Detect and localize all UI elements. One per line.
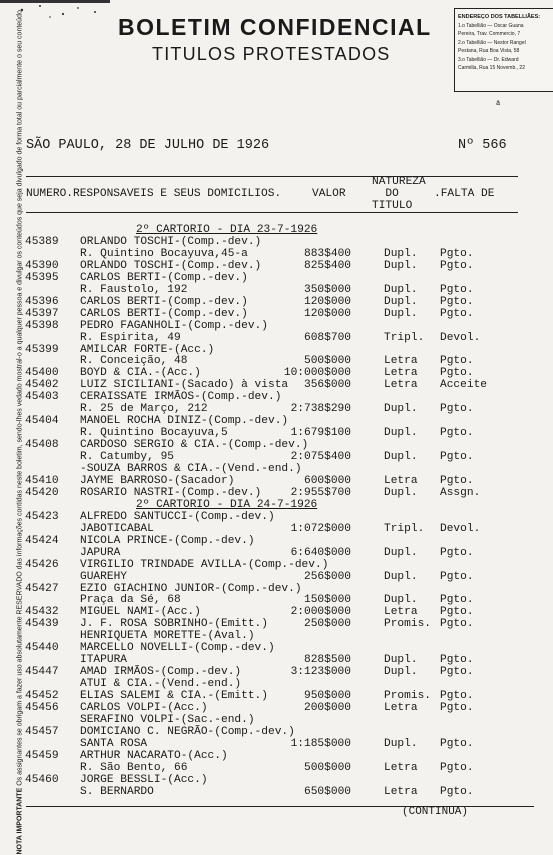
- table-row: [0, 774, 553, 786]
- table-row: [0, 344, 553, 356]
- debtor-name: R. Quintino Bocayuva,5: [80, 427, 228, 440]
- tabeliaes-heading: ENDEREÇO DOS TABELLIÃES:: [458, 14, 541, 20]
- protest-reason: Pgto.: [440, 618, 474, 631]
- debtor-name: GUAREHY: [80, 570, 127, 583]
- record-number: 45408: [25, 439, 59, 452]
- amount: 600$000: [304, 474, 351, 487]
- col-numero: NUMERO.RESPONSAVEIS E SEUS DOMICILIOS.: [26, 188, 282, 200]
- amount: 825$400: [304, 259, 351, 272]
- debtor-name: R. 25 de Março, 212: [80, 403, 208, 416]
- table-row: [0, 355, 553, 367]
- tabeliaes-line: Carmilla, Rua 15 Novemb., 22: [458, 65, 525, 71]
- amount: 608$700: [304, 331, 351, 344]
- debtor-name: EZIO GIACHINO JUNIOR-(Comp.-dev.): [80, 582, 302, 595]
- record-number: 45452: [25, 690, 59, 703]
- table-row: [0, 618, 553, 630]
- protest-reason: Pgto.: [440, 606, 474, 619]
- title-type: Dupl.: [384, 451, 418, 464]
- col-valor: VALOR: [312, 188, 346, 200]
- debtor-name: SERAFINO VOLPI-(Sac.-end.): [80, 713, 255, 726]
- side-note-bold: NOTA IMPORTANTE: [16, 787, 24, 855]
- debtor-name: LUIZ SICILIANI-(Sacado) à vista: [80, 379, 289, 392]
- amount: 828$500: [304, 654, 351, 667]
- table-row: [0, 583, 553, 595]
- protest-reason: Pgto.: [440, 295, 474, 308]
- debtor-name: Praça da Sé, 68: [80, 594, 181, 607]
- table-row: [0, 606, 553, 618]
- protest-reason: Pgto.: [440, 451, 474, 464]
- amount: 500$000: [304, 761, 351, 774]
- table-row: [0, 630, 553, 642]
- header-rule-top: [26, 176, 518, 177]
- table-row: [0, 332, 553, 344]
- record-number: 45420: [25, 486, 59, 499]
- record-number: 45395: [25, 271, 59, 284]
- protest-reason: Pgto.: [440, 283, 474, 296]
- protest-reason: Devol.: [440, 522, 481, 535]
- table-row: [0, 272, 553, 284]
- title-type: Dupl.: [384, 546, 418, 559]
- title-type: Dupl.: [384, 283, 418, 296]
- debtor-name: SANTA ROSA: [80, 737, 148, 750]
- record-number: 45389: [25, 235, 59, 248]
- protest-reason: Pgto.: [440, 259, 474, 272]
- table-row: [0, 296, 553, 308]
- amount: 2:955$700: [290, 486, 351, 499]
- record-number: 45447: [25, 666, 59, 679]
- tabeliaes-box: [454, 8, 553, 92]
- amount: 120$000: [304, 295, 351, 308]
- tabeliaes-line: Pestana, Rua Boa Vista, 58: [458, 48, 520, 54]
- table-row: [0, 236, 553, 248]
- table-row: [0, 714, 553, 726]
- amount: 650$000: [304, 785, 351, 798]
- debtor-name: R. Faustolo, 192: [80, 283, 188, 296]
- title-type: Dupl.: [384, 295, 418, 308]
- record-number: 45459: [25, 749, 59, 762]
- debtor-name: ORLANDO TOSCHI-(Comp.-dev.): [80, 235, 262, 248]
- protest-reason: Pgto.: [440, 247, 474, 260]
- table-row: [0, 654, 553, 666]
- col-natureza: NATUREZA DO TITULO: [372, 176, 426, 212]
- protest-reason: Pgto.: [440, 690, 474, 703]
- table-row: [0, 487, 553, 499]
- table-row: [0, 678, 553, 690]
- amount: 10:000$000: [283, 367, 351, 380]
- record-number: 45432: [25, 606, 59, 619]
- debtor-name: AMAD IRMÃOS-(Comp.-dev.): [80, 666, 242, 679]
- amount: 3:123$000: [290, 666, 351, 679]
- title-type: Letra: [384, 785, 418, 798]
- debtor-name: ATUI & CIA.-(Vend.-end.): [80, 678, 242, 691]
- table-row: [0, 642, 553, 654]
- debtor-name: ALFREDO SANTUCCI-(Comp.-dev.): [80, 510, 275, 523]
- debtor-name: PEDRO FAGANHOLI-(Comp.-dev.): [80, 319, 268, 332]
- protest-reason: Pgto.: [440, 570, 474, 583]
- issue-number: Nº 566: [458, 138, 507, 153]
- table-row: [0, 559, 553, 571]
- amount: 883$400: [304, 247, 351, 260]
- table-row: [0, 523, 553, 535]
- table-row: [0, 403, 553, 415]
- record-number: 45398: [25, 319, 59, 332]
- record-number: 45440: [25, 642, 59, 655]
- debtor-name: S. BERNARDO: [80, 785, 154, 798]
- record-number: 45400: [25, 367, 59, 380]
- amount: 120$000: [304, 307, 351, 320]
- debtor-name: R. Catumby, 95: [80, 451, 174, 464]
- protest-reason: Pgto.: [440, 355, 474, 368]
- section-title: 2º CARTORIO - DIA 24-7-1926: [136, 498, 318, 511]
- record-number: 45426: [25, 558, 59, 571]
- col-falta: .FALTA DE: [434, 188, 495, 200]
- title-type: Promis.: [384, 618, 431, 631]
- title-type: Dupl.: [384, 247, 418, 260]
- debtor-name: ARTHUR NACARATO-(Acc.): [80, 749, 228, 762]
- record-number: 45457: [25, 725, 59, 738]
- debtor-name: CARLOS VOLPI-(Acc.): [80, 702, 208, 714]
- debtor-name: DOMICIANO C. NEGRÃO-(Comp.-dev.): [80, 725, 295, 738]
- amount: 950$000: [304, 690, 351, 703]
- record-number: 45396: [25, 295, 59, 308]
- table-row: [0, 260, 553, 272]
- protest-reason: Pgto.: [440, 761, 474, 774]
- table-row: [0, 786, 553, 798]
- continued-label: (CONTINUA): [402, 806, 469, 818]
- table-row: [0, 379, 553, 391]
- table-row: [0, 284, 553, 296]
- place-date: SÃO PAULO, 28 DE JULHO DE 1926: [26, 138, 270, 153]
- debtor-name: R. Conceição, 48: [80, 355, 188, 368]
- tabeliaes-line: 1.o Tabellião — Oscar Guana: [458, 22, 524, 29]
- protest-reason: Pgto.: [440, 654, 474, 667]
- section-heading-row: [0, 499, 553, 511]
- title-type: Letra: [384, 367, 418, 380]
- table-row: [0, 738, 553, 750]
- record-number: 45399: [25, 343, 59, 356]
- tabeliaes-line: 3.o Tabellião — Dr. Edward: [458, 56, 519, 63]
- debtor-name: CARDOSO SERGIO & CIA.-(Comp.-dev.): [80, 439, 309, 452]
- title-type: Letra: [384, 606, 418, 619]
- amount: 256$000: [304, 570, 351, 583]
- table-row: [0, 391, 553, 403]
- record-number: 45439: [25, 618, 59, 631]
- title-type: Tripl.: [384, 331, 425, 344]
- amount: 2:000$000: [290, 606, 351, 619]
- amount: 6:640$000: [290, 546, 351, 559]
- amount: 500$000: [304, 355, 351, 368]
- title-type: Promis.: [384, 690, 431, 703]
- debtor-name: AMILCAR FORTE-(Acc.): [80, 343, 215, 356]
- title-type: Letra: [384, 355, 418, 368]
- debtor-name: CARLOS BERTI-(Comp.-dev.): [80, 295, 248, 308]
- title-type: Dupl.: [384, 666, 418, 679]
- masthead-title: BOLETIM CONFIDENCIAL: [118, 14, 432, 40]
- debtor-name: R. Quintino Bocayuva,45-a: [80, 247, 248, 260]
- amount: 356$000: [304, 379, 351, 392]
- table-row: [0, 511, 553, 523]
- debtor-name: CARLOS BERTI-(Comp.-dev.): [80, 271, 248, 284]
- title-type: Letra: [384, 702, 418, 714]
- table-row: [0, 248, 553, 260]
- debtor-name: CERAISSATE IRMÃOS-(Comp.-dev.): [80, 391, 282, 404]
- protest-reason: Pgto.: [440, 702, 474, 714]
- amount: 350$000: [304, 283, 351, 296]
- amount: 1:185$000: [290, 737, 351, 750]
- debtor-name: ORLANDO TOSCHI-(Comp.-dev.): [80, 259, 262, 272]
- debtor-name: JAYME BARROSO-(Sacador): [80, 474, 235, 487]
- debtor-name: VIRGILIO TRINDADE AVILLA-(Comp.-dev.): [80, 558, 329, 571]
- debtor-name: JAPURA: [80, 546, 121, 559]
- table-row: [0, 726, 553, 738]
- debtor-name: HENRIQUETA MORETTE-(Aval.): [80, 630, 255, 643]
- debtor-name: ROSARIO NASTRI-(Comp.-dev.): [80, 486, 262, 499]
- title-type: Dupl.: [384, 594, 418, 607]
- record-number: 45397: [25, 307, 59, 320]
- tabeliaes-line: 2.o Tabellião — Nestor Rangel: [458, 39, 526, 46]
- table-row: [0, 535, 553, 547]
- amount: 2:075$400: [290, 451, 351, 464]
- header-rule-bottom: [26, 212, 518, 213]
- table-row: [0, 320, 553, 332]
- debtor-name: -SOUZA BARROS & CIA.-(Vend.-end.): [80, 463, 302, 475]
- debtor-name: MANOEL ROCHA DINIZ-(Comp.-dev.): [80, 415, 289, 428]
- title-type: Dupl.: [384, 570, 418, 583]
- record-number: 45456: [25, 702, 59, 714]
- debtor-name: ELIAS SALEMI & CIA.-(Emitt.): [80, 690, 268, 703]
- table-row: [0, 666, 553, 678]
- table-row: [0, 547, 553, 559]
- protest-reason: Pgto.: [440, 403, 474, 416]
- record-number: 45427: [25, 582, 59, 595]
- protest-reason: Pgto.: [440, 307, 474, 320]
- table-row: [0, 750, 553, 762]
- tabeliaes-line: Pereira, Trav. Commercio, 7: [458, 31, 521, 37]
- record-number: 45402: [25, 379, 59, 392]
- protest-reason: Pgto.: [440, 594, 474, 607]
- title-type: Dupl.: [384, 737, 418, 750]
- debtor-name: CARLOS BERTI-(Comp.-dev.): [80, 307, 248, 320]
- record-number: 45424: [25, 534, 59, 547]
- masthead-subtitle: TITULOS PROTESTADOS: [152, 44, 391, 64]
- title-type: Tripl.: [384, 522, 425, 535]
- record-number: 45403: [25, 391, 59, 404]
- protest-reason: Pgto.: [440, 367, 474, 380]
- record-number: 45423: [25, 510, 59, 523]
- title-type: Letra: [384, 474, 418, 487]
- table-row: [0, 762, 553, 774]
- amount: 250$000: [304, 618, 351, 631]
- protest-reason: Assgn.: [440, 486, 481, 499]
- protest-reason: Devol.: [440, 331, 481, 344]
- section-heading-row: [0, 224, 553, 236]
- debtor-name: MIGUEL NAMI-(Acc.): [80, 606, 201, 619]
- side-note-text: Os assignantes se obrigam a fazer uso absolutamente RESERVADO das informações contidas neste boletim, sendo-lhes vedado mostral-o a qualquer pessoa e divulgar os conteúdos que seja divulgado de forma total ou parcialmente o seu conteúdo.: [16, 8, 24, 788]
- record-number: 45460: [25, 773, 59, 786]
- debtor-name: ITAPURA: [80, 654, 127, 667]
- table-row: [0, 439, 553, 451]
- protest-reason: Acceite: [440, 379, 487, 392]
- title-type: Dupl.: [384, 427, 418, 440]
- table-row: [0, 367, 553, 379]
- title-type: Dupl.: [384, 654, 418, 667]
- debtor-name: MARCELLO NOVELLI-(Comp.-dev.): [80, 642, 275, 655]
- amount: 150$000: [304, 594, 351, 607]
- table-row: [0, 463, 553, 475]
- amount: 1:679$100: [290, 427, 351, 440]
- protest-reason: Pgto.: [440, 427, 474, 440]
- title-type: Dupl.: [384, 307, 418, 320]
- corner-mark: ä: [496, 100, 501, 108]
- table-row: [0, 427, 553, 439]
- amount: 2:738$290: [290, 403, 351, 416]
- debtor-name: JORGE BESSLI-(Acc.): [80, 773, 208, 786]
- table-row: [0, 475, 553, 487]
- title-type: Dupl.: [384, 403, 418, 416]
- title-type: Dupl.: [384, 486, 418, 499]
- table-row: [0, 308, 553, 320]
- table-row: [0, 690, 553, 702]
- protest-reason: Pgto.: [440, 785, 474, 798]
- table-row: [0, 702, 553, 714]
- title-type: Letra: [384, 379, 418, 392]
- protest-reason: Pgto.: [440, 737, 474, 750]
- record-number: 45390: [25, 259, 59, 272]
- title-type: Letra: [384, 761, 418, 774]
- table-row: [0, 594, 553, 606]
- table-row: [0, 571, 553, 583]
- table-row: [0, 415, 553, 427]
- debtor-name: BOYD & CIA.-(Acc.): [80, 367, 201, 380]
- record-number: 45410: [25, 474, 59, 487]
- debtor-name: R. Espirita, 49: [80, 331, 181, 344]
- debtor-name: JABOTICABAL: [80, 522, 154, 535]
- protest-reason: Pgto.: [440, 546, 474, 559]
- amount: 200$000: [304, 702, 351, 714]
- record-number: 45404: [25, 415, 59, 428]
- protest-reason: Pgto.: [440, 474, 474, 487]
- debtor-name: J. F. ROSA SOBRINHO-(Emitt.): [80, 618, 268, 631]
- section-title: 2º CARTORIO - DIA 23-7-1926: [136, 224, 318, 236]
- debtor-name: NICOLA PRINCE-(Comp.-dev.): [80, 534, 255, 547]
- amount: 1:072$000: [290, 522, 351, 535]
- debtor-name: R. São Bento, 66: [80, 761, 188, 774]
- table-row: [0, 451, 553, 463]
- title-type: Dupl.: [384, 259, 418, 272]
- protest-reason: Pgto.: [440, 666, 474, 679]
